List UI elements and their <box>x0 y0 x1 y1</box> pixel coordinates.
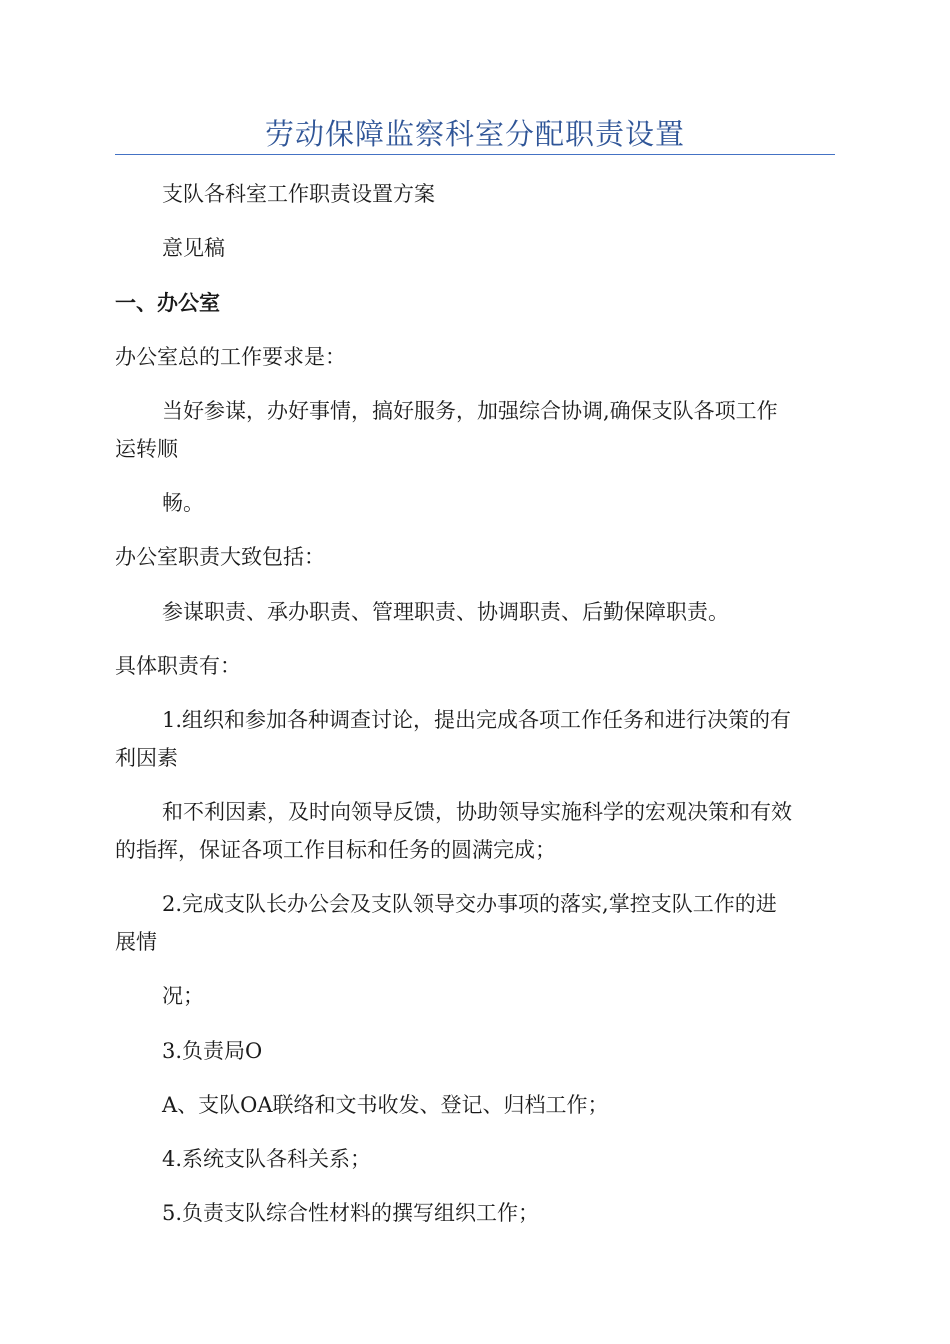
list-item-line: 3.负责局O <box>162 1039 263 1063</box>
document-title: 劳动保障监察科室分配职责设置 <box>264 117 685 151</box>
paragraph-line: 运转顺 <box>115 437 178 461</box>
subtitle-line: 支队各科室工作职责设置方案 <box>162 182 435 206</box>
section-heading: 一、办公室 <box>115 290 220 315</box>
paragraph-line: 参谋职责、承办职责、管理职责、协调职责、后勤保障职责。 <box>162 600 729 624</box>
paragraph-line: 具体职责有： <box>115 654 241 678</box>
list-item-line: A、支队OA联络和文书收发、登记、归档工作； <box>162 1093 609 1117</box>
title-underline <box>115 154 835 155</box>
list-item-line: 5.负责支队综合性材料的撰写组织工作； <box>162 1201 540 1225</box>
paragraph-line: 办公室职责大致包括： <box>115 545 325 569</box>
draft-label: 意见稿 <box>162 236 225 260</box>
list-item-line: 利因素 <box>115 746 178 770</box>
list-item-line: 展情 <box>115 930 157 954</box>
paragraph-line: 当好参谋，办好事情，搞好服务，加强综合协调,确保支队各项工作 <box>162 399 778 423</box>
list-item-line: 4.系统支队各科关系； <box>162 1147 372 1171</box>
paragraph-line: 办公室总的工作要求是： <box>115 345 346 369</box>
paragraph-line: 畅。 <box>162 491 204 515</box>
list-item-line: 和不利因素，及时向领导反馈，协助领导实施科学的宏观决策和有效 <box>162 800 792 824</box>
list-item-line: 况； <box>162 984 204 1008</box>
list-item-line: 的指挥，保证各项工作目标和任务的圆满完成； <box>115 838 556 862</box>
list-item-line: 1.组织和参加各种调查讨论，提出完成各项工作任务和进行决策的有 <box>162 708 792 732</box>
list-item-line: 2.完成支队长办公会及支队领导交办事项的落实,掌控支队工作的进 <box>162 892 777 916</box>
